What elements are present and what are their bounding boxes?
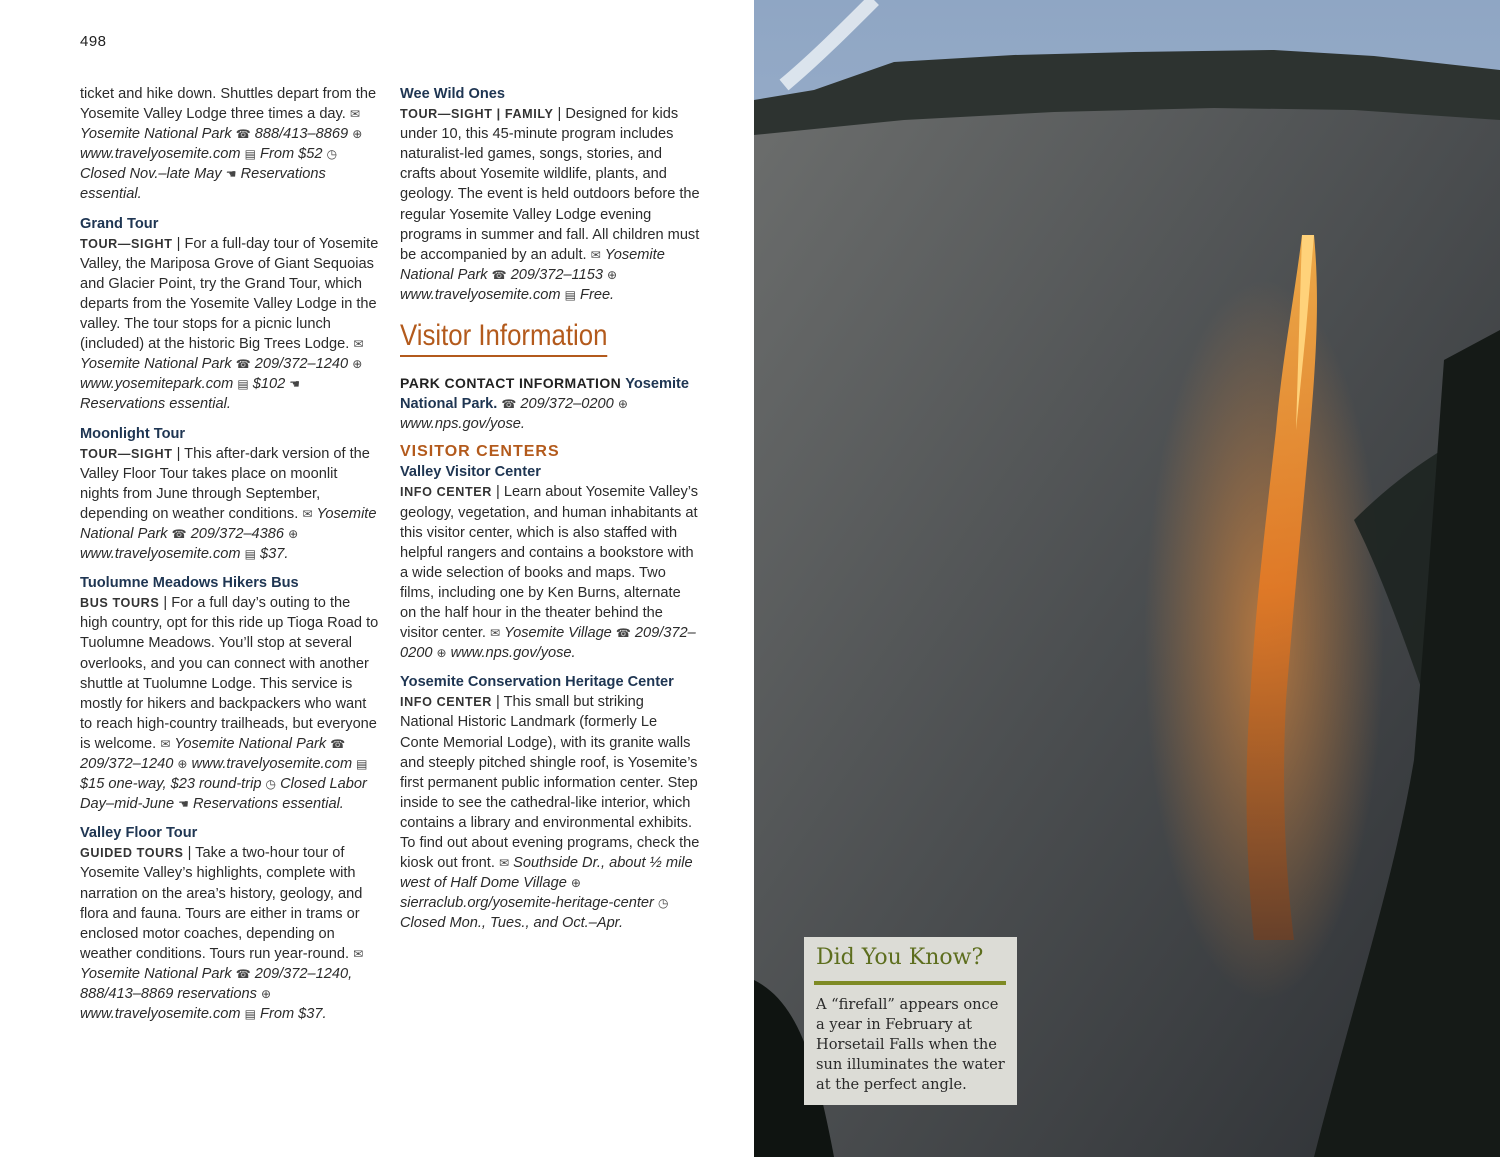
envelope-icon: ✉: [160, 736, 171, 751]
did-you-know-text: A “firefall” appears once a year in February at Horsetail Falls when the sun illuminates the water at the perfect angle.: [816, 996, 1005, 1093]
globe-icon: ⊕: [570, 876, 581, 891]
listing-heritage-center: INFO CENTER | This small but striking National Historic Landmark (formerly Le Conte Memorial Lodge), with its granite walls and steeply pitched shingle roof, is Yosemite’s first permanent public information center. Step inside to see the cathedral-like interior, which contains a library and environmental exhibits. To find out about evening programs, check the kiosk out front. ✉ Southside Dr., about ½ mile west of Half Dome Village ⊕ sierraclub.org/yosemite-heritage-center ◷ Closed Mon., Tues., and Oct.–Apr.: [400, 694, 700, 932]
ticket-icon: ▤: [564, 287, 576, 302]
listing-address: Yosemite National Park: [80, 965, 232, 982]
listing-text: Take a two-hour tour of Yosemite Valley’s highlights, complete with narration on the area’s history, geology, and flora and fauna. Tours are either in trams or enclosed motor coaches, depending on weather conditions. Tours run year-round.: [80, 845, 363, 962]
envelope-icon: ✉: [353, 337, 364, 352]
hand-icon: ☚: [178, 797, 189, 812]
envelope-icon: ✉: [490, 626, 501, 641]
listing-address: Southside Dr., about ½ mile west of Half Dome Village: [400, 855, 693, 892]
envelope-icon: ✉: [498, 856, 510, 871]
globe-icon: ⊕: [352, 357, 363, 372]
listing-phone: 888/413–8869: [254, 126, 349, 143]
listing-title-heritage-center: Yosemite Conservation Heritage Center: [400, 674, 674, 691]
listing-valley-center: INFO CENTER | Learn about Yosemite Valley’s geology, vegetation, and human inhabitants at this visitor center, which is also staffed with helpful rangers and contains a bookstore with a wide selection of books and maps. Two films, including one by Ken Burns, alternate on the half hour in the theater behind the visitor center. ✉ Yosemite Village ☎ 209/372–0200 ⊕ www.nps.gov/yose.: [400, 484, 699, 662]
listing-wee-wild: TOUR—SIGHT | FAMILY | Designed for kids under 10, this 45-minute program includes naturalist-led games, songs, stories, and crafts about Yosemite wildlife, plants, and geology. The event is held outdoors before the regular Yosemite Valley Lodge evening programs in summer and fall. All children must be accompanied by an adult. ✉ Yosemite National Park ☎ 209/372–1153 ⊕ www.travelyosemite.com ▤ Free.: [400, 106, 700, 303]
listing-price: $37.: [260, 546, 289, 563]
did-you-know-title: Did You Know?: [816, 945, 984, 970]
listing-address: Yosemite National Park: [174, 735, 327, 752]
listing-text: ticket and hike down. Shuttles depart from the Yosemite Valley Lodge three times a day.: [80, 86, 377, 123]
listing-phone: 209/372–0200: [400, 625, 696, 662]
contact-label: PARK CONTACT INFORMATION: [400, 375, 622, 392]
envelope-icon: ✉: [590, 247, 601, 262]
listing-price: $15 one-way, $23 round-trip: [80, 776, 262, 793]
listing-text: For a full-day tour of Yosemite Valley, the Mariposa Grove of Giant Sequoias and Glacier Point, try the Grand Tour, which departs from the Yosemite Valley Lodge in the valley. The tour stops for a picnic lunch (included) at the historic Big Trees Lodge.: [80, 235, 379, 353]
listing-text: This small but striking National Historic Landmark (formerly Le Conte Memorial Lodge), with its granite walls and steeply pitched shingle roof, is Yosemite’s first permanent public information center. Step inside to see the cathedral-like interior, which contains a library and environmental exhibits. To find out about evening programs, check the kiosk out front.: [400, 694, 700, 872]
listing-text: This after-dark version of the Valley Floor Tour takes place on moonlit nights from June through September, depending on weather conditions.: [80, 445, 370, 522]
listing-hours: Closed Nov.–late May: [80, 166, 222, 183]
page-number: 498: [80, 33, 107, 50]
listing-phone: 209/372–1240: [80, 756, 174, 772]
globe-icon: ⊕: [260, 987, 272, 1002]
listing-web: www.yosemitepark.com: [80, 376, 234, 393]
listing-reservations: Reservations essential.: [192, 796, 344, 813]
ticket-icon: ▤: [356, 757, 368, 771]
listing-price: From $52: [260, 146, 323, 163]
listing-title-tuolumne-bus: Tuolumne Meadows Hikers Bus: [80, 575, 299, 592]
phone-icon: ☎: [235, 127, 251, 142]
ticket-icon: ▤: [244, 1007, 256, 1022]
listing-title-wee-wild: Wee Wild Ones: [400, 86, 506, 102]
listing-tuolumne-bus: BUS TOURS | For a full day’s outing to the high country, opt for this ride up Tioga Road to Tuolumne Meadows. You’ll stop at several overlooks, and you can connect with another shuttle at Tuolumne Lodge. This service is mostly for hikers and backpackers who want to reach high-country trailheads, but everyone is welcome. ✉ Yosemite National Park ☎ 209/372–1240 ⊕ www.travelyosemite.com ▤ $15 one-way, $23 round-trip ◷ Closed Labor Day–mid-June ☚ Reservations essential.: [80, 595, 379, 813]
clock-icon: ◷: [326, 147, 338, 162]
listing-web: www.travelyosemite.com: [80, 546, 241, 563]
listing-address: Yosemite National Park: [80, 126, 232, 143]
listing-intro: [80, 84, 380, 205]
hand-icon: ☚: [225, 167, 237, 182]
listing-valley-floor: GUIDED TOURS | Take a two-hour tour of Yosemite Valley’s highlights, complete with narration on the area’s history, geology, and flora and fauna. Tours are either in trams or enclosed motor coaches, depending on weather conditions. Tours run year-round. ✉ Yosemite National Park ☎ 209/372–1240, 888/413–8869 reservations ⊕ www.travelyosemite.com ▤ From $37.: [80, 845, 364, 1023]
listing-address: Yosemite National Park: [400, 246, 665, 283]
phone-icon: ☎: [235, 966, 251, 981]
park-contact: [400, 373, 700, 434]
listing-web: www.nps.gov/yose.: [450, 645, 576, 662]
globe-icon: ⊕: [607, 267, 618, 282]
phone-icon: ☎: [171, 526, 187, 541]
listing-title-valley-floor: Valley Floor Tour: [80, 825, 198, 842]
listing-web: www.travelyosemite.com: [80, 1006, 241, 1023]
listing-category: BUS TOURS: [80, 596, 160, 611]
ticket-icon: ▤: [237, 377, 249, 392]
phone-icon: ☎: [615, 626, 631, 641]
phone-icon: ☎: [330, 736, 346, 751]
listing-category: TOUR—SIGHT | FAMILY: [400, 107, 554, 122]
hand-icon: ☚: [289, 377, 301, 392]
listing-title-valley-center: Valley Visitor Center: [400, 464, 541, 481]
listing-address: Yosemite National Park: [80, 356, 232, 373]
clock-icon: ◷: [657, 896, 669, 911]
ticket-icon: ▤: [244, 147, 256, 162]
section-title-visitor-information: Visitor Information: [400, 319, 607, 357]
left-column: [80, 84, 380, 1024]
listing-address: Yosemite Village: [504, 625, 612, 642]
globe-icon: ⊕: [288, 526, 299, 541]
listing-price: From $37.: [260, 1006, 327, 1023]
listing-reservations: Reservations essential.: [80, 396, 231, 413]
listing-category: GUIDED TOURS: [80, 846, 184, 861]
phone-icon: ☎: [491, 267, 507, 282]
listing-text: Designed for kids under 10, this 45-minute program includes naturalist-led games, songs, stories, and crafts about Yosemite wildlife, plants, and geology. The event is held outdoors before the regular Yosemite Valley Lodge evening programs in summer and fall. All children must be accompanied by an adult.: [400, 106, 700, 263]
listing-grand-tour: TOUR—SIGHT | For a full-day tour of Yosemite Valley, the Mariposa Grove of Giant Sequoias and Glacier Point, try the Grand Tour, which departs from the Yosemite Valley Lodge in the valley. The tour stops for a picnic lunch (included) at the historic Big Trees Lodge. ✉ Yosemite National Park ☎ 209/372–1240 ⊕ www.yosemitepark.com ▤ $102 ☚ Reservations essential.: [80, 235, 379, 413]
envelope-icon: ✉: [349, 107, 360, 122]
ticket-icon: ▤: [244, 547, 256, 562]
listing-text: For a full day’s outing to the high country, opt for this ride up Tioga Road to Tuolumne Meadows. You’ll stop at several overlooks, and you can connect with another shuttle at Tuolumne Lodge. This service is mostly for hikers and backpackers who want to reach high-country trailheads, but everyone is welcome.: [80, 595, 379, 752]
right-column: [400, 84, 700, 933]
listing-category: TOUR—SIGHT: [80, 446, 173, 461]
contact-phone: 209/372–0200: [520, 396, 614, 413]
listing-web: sierraclub.org/yosemite-heritage-center: [400, 895, 654, 912]
did-you-know-box: [804, 937, 1017, 1105]
listing-title-grand-tour: Grand Tour: [80, 215, 159, 232]
envelope-icon: ✉: [353, 946, 364, 961]
subsection-title-visitor-centers: VISITOR CENTERS: [400, 443, 560, 461]
phone-icon: ☎: [235, 357, 251, 372]
contact-park: Yosemite National Park.: [400, 376, 690, 413]
listing-phone: 209/372–1240: [254, 356, 349, 373]
envelope-icon: ✉: [302, 506, 313, 521]
listing-category: INFO CENTER: [400, 695, 492, 710]
listing-moonlight-tour: TOUR—SIGHT | This after-dark version of the Valley Floor Tour takes place on moonlit nights from June through September, depending on weather conditions. ✉ Yosemite National Park ☎ 209/372–4386 ⊕ www.travelyosemite.com ▤ $37.: [80, 445, 377, 563]
phone-icon: ☎: [501, 397, 517, 412]
contact-web: www.nps.gov/yose.: [400, 416, 525, 433]
listing-phone: 209/372–1153: [510, 266, 603, 283]
listing-address: Yosemite National Park: [80, 505, 377, 542]
listing-category: TOUR—SIGHT: [80, 236, 173, 251]
clock-icon: ◷: [265, 777, 276, 792]
listing-price: Free.: [580, 286, 615, 303]
listing-phone: 209/372–1240, 888/413–8869 reservations: [80, 965, 353, 1003]
listing-web: www.travelyosemite.com: [400, 286, 561, 303]
globe-icon: ⊕: [177, 757, 188, 771]
listing-price: $102: [252, 376, 286, 393]
did-you-know-rule: [814, 981, 1006, 985]
globe-icon: ⊕: [352, 127, 363, 142]
listing-title-moonlight-tour: Moonlight Tour: [80, 425, 186, 442]
listing-web: www.travelyosemite.com: [80, 146, 241, 163]
globe-icon: ⊕: [436, 646, 447, 661]
listing-text: Learn about Yosemite Valley’s geology, vegetation, and human inhabitants at this visitor center, which is also staffed with helpful rangers and contains a bookstore with a wide selection of books and maps. Two films, including one by Ken Burns, alternate on the half hour in the theater behind the visitor center.: [400, 484, 699, 642]
listing-web: www.travelyosemite.com: [191, 756, 353, 772]
listing-reservations: Reservations essential.: [80, 166, 326, 203]
globe-icon: ⊕: [617, 397, 628, 412]
listing-category: INFO CENTER: [400, 485, 492, 500]
listing-hours: Closed Labor Day–mid-June: [80, 776, 367, 813]
listing-hours: Closed Mon., Tues., and Oct.–Apr.: [400, 915, 624, 932]
listing-phone: 209/372–4386: [190, 525, 285, 542]
